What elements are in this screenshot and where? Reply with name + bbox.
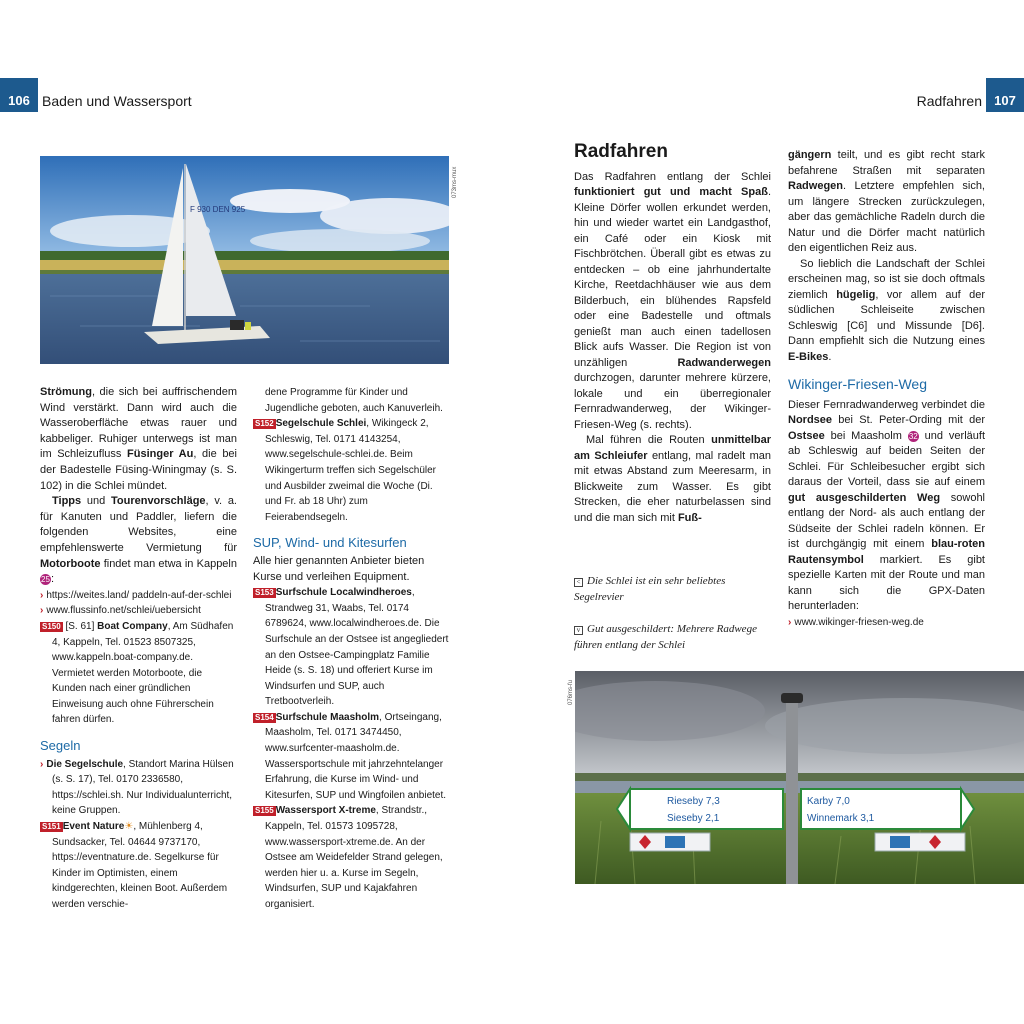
sign-left-line-2: Sieseby 2,1 bbox=[667, 813, 720, 824]
page-title: Radfahren bbox=[574, 141, 668, 162]
caption-signpost: v Gut ausgeschildert: Mehrere Radwege führen entlang der Schlei bbox=[574, 623, 757, 651]
radfahren-paragraph-1: Das Radfahren entlang der Schlei funktioniert gut und macht Spaß. Kleine Dörfer wollen erkundet werden, hin und wieder wartet ein Landgasthof, ein Café oder ein Kiosk mit Fischbrötchen. Überall gibt es etwas zu entdecken – ob eine jahrhundertalte Kirche, Reetdachhäuser wie aus dem Bilderbuch, ein blühendes Rapsfeld oder eine Badestelle und oftmals genießt man auch einen tadellosen Blick aufs Wasser. Die Region ist von unzähligen Radwanderwegen durchzogen, darunter mehrere kürzere, lokale und ein überregionaler Fernradwanderweg, der Wikinger-Friesen-Weg (s. rechts). bbox=[574, 170, 771, 431]
listing-badge-s153: S153 bbox=[255, 588, 274, 598]
sailboat-photo bbox=[40, 156, 449, 364]
listing-event-nature: S151 Event Nature☀, Mühlenberg 4, Sundsacker, Tel. 04644 9737170, https://eventnature.de. Segelkurse für Kinder im Optimisten, einem kindgerechten, kleinen Boot. Außerdem werden verschie- bbox=[42, 821, 228, 910]
running-head-left: Baden und Wassersport bbox=[42, 93, 192, 109]
map-marker-32: 32 bbox=[908, 431, 918, 441]
chevron-right-icon: › bbox=[40, 605, 44, 617]
listing-badge-s151: S151 bbox=[42, 822, 61, 832]
chevron-right-icon: › bbox=[40, 589, 44, 601]
sign-right-line-1: Karby 7,0 bbox=[807, 796, 850, 807]
caption-sailboat: < Die Schlei ist ein sehr beliebtes Segelrevier bbox=[574, 575, 726, 603]
map-marker-25: 25 bbox=[41, 575, 50, 585]
right-column-2 bbox=[788, 148, 985, 630]
listing-boat-company: S150 [S. 61] Boat Company, Am Südhafen 4, Kappeln, Tel. 01523 8507325, www.kappeln.boat-company.de. Vermietet werden Motorboote, die Kunden nach einer gründlichen Einweisung auch ohne Führerschein fahren dürfen. bbox=[42, 620, 234, 726]
radfahren-paragraph-4: So lieblich die Landschaft der Schlei erscheinen mag, so ist sie doch oftmals ziemlich hügelig, vor allem auf der südlichen Schleiseite zwischen Schleswig [C6] und Missunde [D6]. Dann empfiehlt sich die Nutzung eines E-Bikes. bbox=[788, 257, 985, 363]
link-paddeln[interactable]: › https://weites.land/ paddeln-auf-der-schlei bbox=[40, 589, 232, 601]
wikinger-paragraph: Dieser Fernradwanderweg verbindet die Nordsee bei St. Peter-Ording mit der Ostsee bei Maasholm 32 und verläuft ab Schleswig auf beiden Seiten der Schlei. Für Schleibesucher ergibt sich daraus der Vorteil, dass sie auf einem gut ausgeschilderten Weg sowohl entlang der Nord- als auch entlang der Südseite der Schlei radeln können. Er ist durchgängig mit einem blau-roten Rautensymbol markiert. Es gibt spezielle Karten mit der Route und man kann sich die GPX-Daten herunterladen: bbox=[788, 398, 986, 612]
tips-text: Tipps und Tourenvorschläge, v. a. für Kanuten und Paddler, liefern die folgenden Websites, eine empfehlenswerte Vermietung für Motorboote findet man etwa in Kappeln bbox=[40, 495, 237, 570]
sup-intro: Alle hier genannten Anbieter bieten Kurse und verleihen Equipment. bbox=[253, 554, 425, 583]
running-head-right: Radfahren bbox=[916, 93, 982, 109]
photo-credit-signpost: 076ms-fu bbox=[568, 679, 574, 705]
page-number-left: 106 bbox=[0, 78, 38, 112]
photo-credit-sailboat: 073ms-mux bbox=[452, 166, 458, 198]
kid-friendly-icon: ☀ bbox=[124, 821, 134, 833]
chevron-right-icon: › bbox=[40, 758, 44, 770]
tips-paragraph: Tipps und Tourenvorschläge, v. a. für Kanuten und Paddler, liefern die folgenden Websites, eine empfehlenswerte Vermietung für Motorboote findet man etwa in Kappeln 25: bbox=[40, 495, 237, 586]
chevron-right-icon: › bbox=[788, 616, 792, 628]
sign-left-line-1: Rieseby 7,3 bbox=[667, 796, 720, 807]
sail-number: F 930 DEN 925 bbox=[190, 205, 246, 214]
left-column-1 bbox=[40, 385, 237, 913]
listing-badge-s155: S155 bbox=[255, 806, 274, 816]
arrow-left-icon: < bbox=[574, 578, 583, 587]
link-wikinger-friesen-weg[interactable]: › www.wikinger-friesen-weg.de bbox=[788, 616, 924, 628]
section-heading-segeln: Segeln bbox=[40, 738, 81, 754]
listing-surfschule-maasholm: S154 Surfschule Maasholm, Ortseingang, Maasholm, Tel. 0171 3474450, www.surfcenter-maasholm.de. Wassersportschule mit jahrzehntelanger Erfahrung, die Kurse im Wind- und Kitesurfen, SUP und Wingfoilen anbietet. bbox=[255, 711, 447, 801]
listing-wassersport-xtreme: S155 Wassersport X-treme, Strandstr., Kappeln, Tel. 01573 1095728, www.wassersport-xtreme.de. An der Ostsee am Weidefelder Strand gelegen, werden hier u. a. Kurse im Segeln, Windsurfen, SUP und Kajakfahren organisiert. bbox=[255, 805, 443, 910]
left-column-2 bbox=[253, 385, 450, 913]
radfahren-paragraph-2: Mal führen die Routen unmittelbar am Schleiufer entlang, mal radelt man mit etwas Abstand zum Meeresarm, in Blickweite zum Wasser. Es gibt Strecken, die eher naturbelassen sind und die man sich mit Fuß- bbox=[574, 434, 771, 524]
section-heading-sup: SUP, Wind- und Kitesurfen bbox=[253, 535, 407, 551]
link-flussinfo[interactable]: › www.flussinfo.net/schlei/uebersicht bbox=[40, 605, 201, 617]
listing-segelschule-schlei: S152 Segelschule Schlei, Wikingeck 2, Schleswig, Tel. 0171 4143254, www.segelschule-schlei.de. Beim Wikingerturm treffen sich Segelschüler und Ausbilder zweimal die Woche (Di. und Fr. ab 18 Uhr) zum Feierabendsegeln. bbox=[255, 418, 436, 523]
listing-badge-s150: S150 bbox=[42, 621, 61, 631]
listing-badge-s152: S152 bbox=[255, 419, 274, 429]
page-number-right: 107 bbox=[986, 78, 1024, 112]
intro-text: Strömung, die sich bei auffrischendem Wind verstärkt. Dann wird auch die Wasseroberfläche etwas rauer und kabbeliger. Ruhiger unterwegs ist man im Schleizufluss Füsinger Au, die bei der Badestelle Füsing-Winingmay (s. S. 102) in die Schlei mündet. bbox=[40, 386, 237, 492]
listing-localwindheroes: S153 Surfschule Localwindheroes, Strandweg 31, Waabs, Tel. 0174 6789624, www.localwindheroes.de. Die Surfschule an der Ostsee ist angegliedert an den Ostsee-Campingplatz Familie Heide (s. S. 18) und offeriert Kurse im Windsurfen und SUP, auch Tretbootverleih. bbox=[255, 587, 449, 708]
signpost-photo bbox=[575, 671, 1024, 884]
radfahren-paragraph-3: gängern teilt, und es gibt recht stark befahrene Straßen mit separaten Radwegen. Letztere empfehlen sich, um längere Strecken zurückzulegen, aber das gemächliche Radeln durch die Natur und die Dörfer macht natürlich den eigentlichen Reiz aus. bbox=[788, 149, 985, 254]
listing-segelschule: › Die Segelschule, Standort Marina Hülsen (s. S. 17), Tel. 0170 2336580, https://schlei.sh. Nur Individualunterricht, keine Gruppen. bbox=[40, 758, 234, 817]
section-heading-wikinger-friesen-weg: Wikinger-Friesen-Weg bbox=[788, 376, 927, 392]
right-column-1 bbox=[574, 141, 771, 526]
listing-badge-s154: S154 bbox=[255, 712, 274, 722]
arrow-down-icon: v bbox=[574, 626, 583, 635]
sign-right-line-2: Winnemark 3,1 bbox=[807, 813, 875, 824]
continued-text: dene Programme für Kinder und Jugendliche geboten, auch Kanuverleih. bbox=[265, 387, 443, 414]
intro-paragraph bbox=[40, 385, 237, 494]
